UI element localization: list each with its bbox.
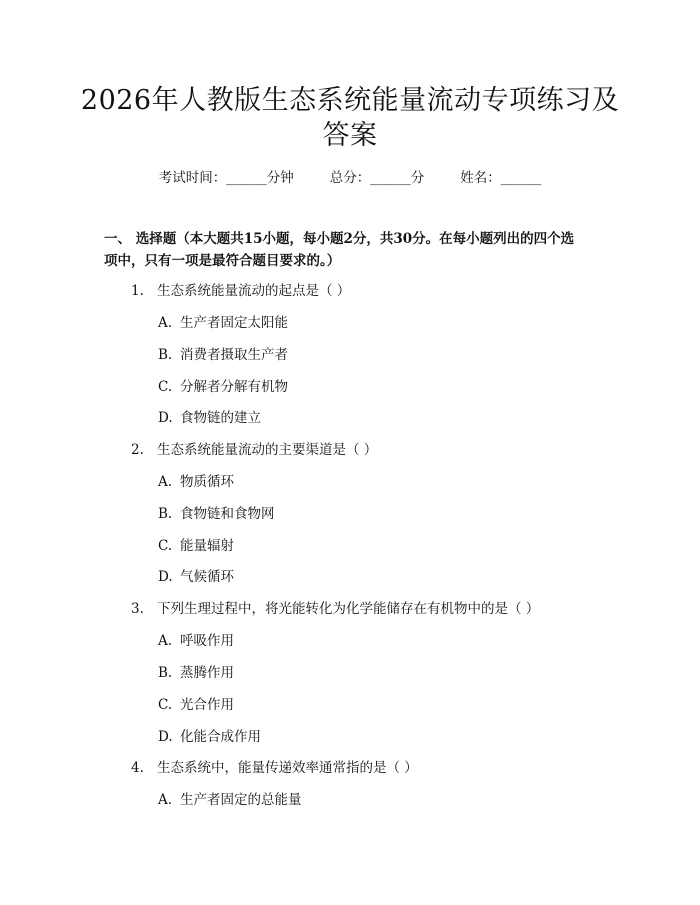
exam-score-field: 总分：______分 [329,170,425,186]
q2-option-c [158,536,234,556]
question-number: 2. [131,442,144,458]
option-text: 生产者固定太阳能 [180,315,288,331]
section-heading-line1: 一、 选择题（本大题共15小题，每小题2分，共30分。在每小题列出的四个选 [104,231,575,247]
q3-option-a [158,631,234,651]
option-letter: D. [158,410,173,426]
option-letter: A. [158,315,173,331]
question-number: 1. [131,283,144,299]
option-text: 食物链和食物网 [180,506,275,522]
option-letter: C. [158,379,173,395]
option-text: 化能合成作用 [180,729,261,745]
option-text: 呼吸作用 [180,633,234,649]
question-2 [131,440,377,460]
option-letter: B. [158,347,173,363]
option-text: 分解者分解有机物 [180,379,288,395]
exam-meta [0,169,700,187]
question-number: 4. [131,760,144,776]
option-letter: B. [158,506,173,522]
question-text: 下列生理过程中，将光能转化为化学能储存在有机物中的是（ ） [157,601,540,617]
option-text: 蒸腾作用 [180,665,234,681]
exam-time-field: 考试时间：______分钟 [158,170,294,186]
question-text: 生态系统中，能量传递效率通常指的是（ ） [157,760,418,776]
q3-option-b [158,663,234,683]
exam-name-field: 姓名：______ [460,170,542,186]
option-letter: A. [158,792,173,808]
option-text: 食物链的建立 [180,410,261,426]
question-1 [131,281,350,301]
q1-option-b [158,345,288,365]
q1-option-c [158,377,288,397]
q2-option-a [158,472,234,492]
page-title-line2: 答案 [322,120,378,151]
section-heading-line2: 项中，只有一项是最符合题目要求的。） [104,253,341,269]
q2-option-d [158,567,234,587]
option-text: 能量辐射 [180,538,234,554]
q1-option-a [158,313,288,333]
option-text: 消费者摄取生产者 [180,347,288,363]
option-text: 光合作用 [180,697,234,713]
q4-option-a [158,790,302,810]
q3-option-c [158,695,234,715]
option-letter: C. [158,697,173,713]
page-title-line1: 2026年人教版生态系统能量流动专项练习及 [80,85,620,116]
option-letter: C. [158,538,173,554]
q1-option-d [158,408,261,428]
option-letter: B. [158,665,173,681]
option-text: 物质循环 [180,474,234,490]
question-3 [131,599,539,619]
question-4 [131,758,418,778]
question-number: 3. [131,601,144,617]
question-text: 生态系统能量流动的主要渠道是（ ） [157,442,378,458]
option-letter: A. [158,474,173,490]
option-text: 生产者固定的总能量 [180,792,302,808]
q3-option-d [158,727,261,747]
question-text: 生态系统能量流动的起点是（ ） [157,283,351,299]
q2-option-b [158,504,275,524]
option-letter: A. [158,633,173,649]
option-letter: D. [158,569,173,585]
option-text: 气候循环 [180,569,234,585]
option-letter: D. [158,729,173,745]
